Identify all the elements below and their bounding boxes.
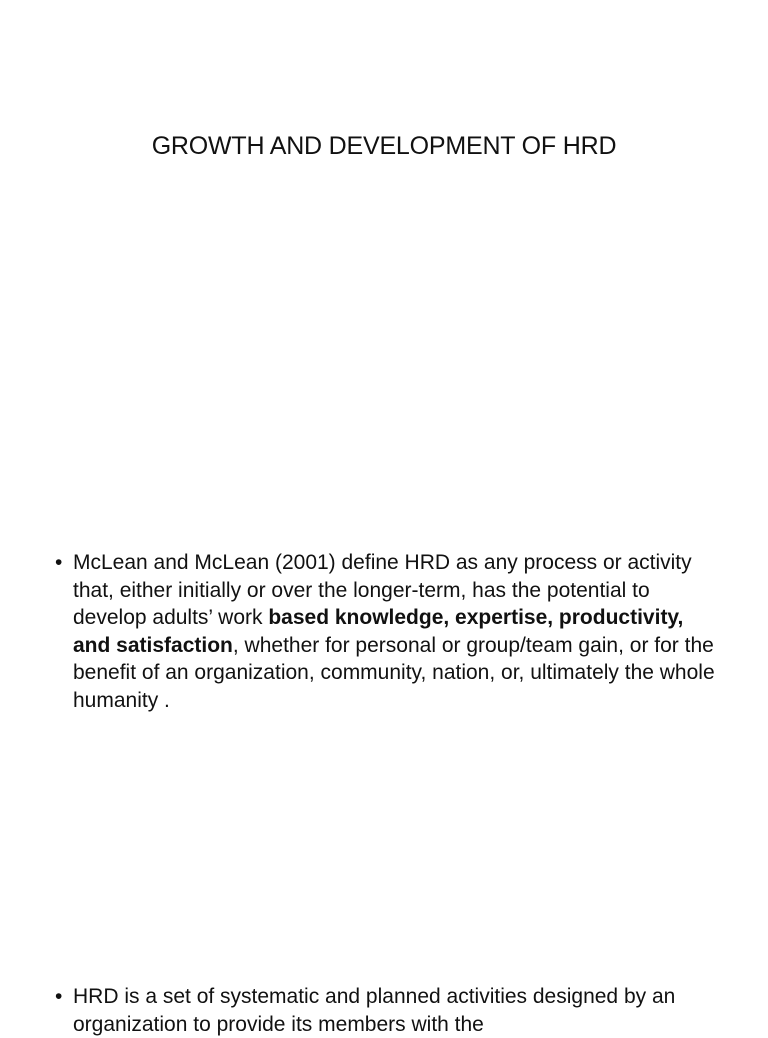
bullet-text: HRD is a set of systematic and planned activities designed by an organization to provide its members with the: [73, 985, 676, 1036]
bullet-text: [73, 549, 715, 715]
bullet-item: [55, 983, 715, 1038]
bullet-marker: •: [55, 551, 63, 574]
bullet-text-end: , whether for personal or group/team gain, or for the benefit of an organization, community, nation, or, ultimately the whole humanity .: [73, 633, 715, 712]
bullet-text-start: McLean and McLean (2001) define HRD as any process or activity that, either initially or over the longer-term, has the potential to develop adults’ work: [73, 551, 692, 630]
bullet-marker: •: [55, 985, 63, 1008]
slide-title: GROWTH AND DEVELOPMENT OF HRD: [151, 132, 617, 160]
bullet-text-bold: based knowledge, expertise, productivity, and satisfaction: [73, 606, 684, 657]
bullet-item: [55, 549, 715, 715]
